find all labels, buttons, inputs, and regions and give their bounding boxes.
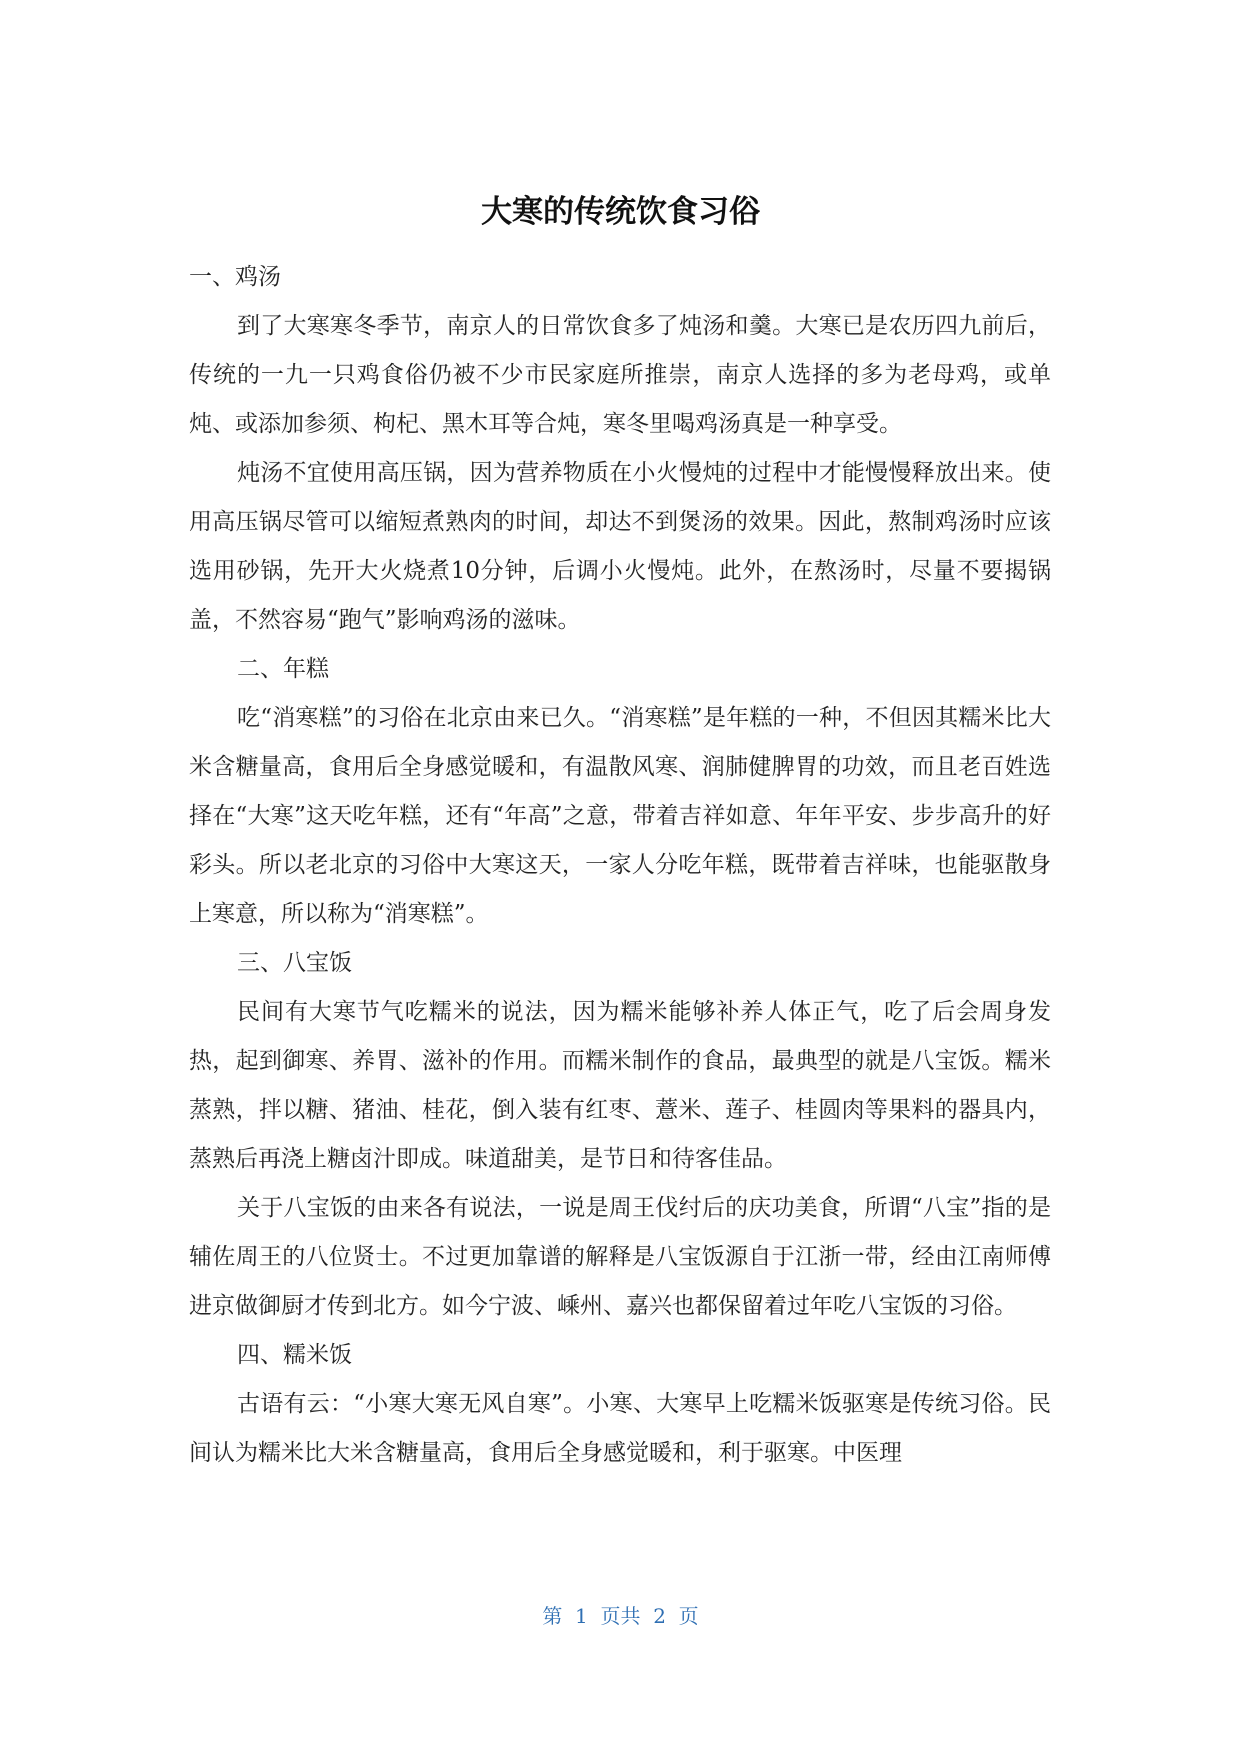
paragraph: 到了大寒寒冬季节，南京人的日常饮食多了炖汤和羹。大寒已是农历四九前后，传统的一九一只鸡食俗仍被不少市民家庭所推崇，南京人选择的多为老母鸡，或单炖、或添加参须、枸杞、黑木耳等合炖，寒冬里喝鸡汤真是一种享受。 [189,313,1051,437]
paragraph: 吃“消寒糕”的习俗在北京由来已久。“消寒糕”是年糕的一种，不但因其糯米比大米含糖量高，食用后全身感觉暖和，有温散风寒、润肺健脾胃的功效，而且老百姓选择在“大寒”这天吃年糕，还有“年高”之意，带着吉祥如意、年年平安、步步高升的好彩头。所以老北京的习俗中大寒这天，一家人分吃年糕，既带着吉祥味，也能驱散身上寒意，所以称为“消寒糕”。 [189,705,1051,927]
document-body [189,253,1051,1478]
paragraph: 民间有大寒节气吃糯米的说法，因为糯米能够补养人体正气，吃了后会周身发热，起到御寒、养胃、滋补的作用。而糯米制作的食品，最典型的就是八宝饭。糯米蒸熟，拌以糖、猪油、桂花，倒入装有红枣、薏米、莲子、桂圆肉等果料的器具内，蒸熟后再浇上糖卤汁即成。味道甜美，是节日和待客佳品。 [189,999,1051,1172]
section-heading-eight-treasure-rice: 三、八宝饭 [237,950,352,976]
page-number-footer: 第 1 页共 2 页 [542,1604,699,1628]
document-title: 大寒的传统饮食习俗 [481,194,760,230]
section-heading-glutinous-rice: 四、糯米饭 [237,1342,352,1368]
paragraph: 古语有云：“小寒大寒无风自寒”。小寒、大寒早上吃糯米饭驱寒是传统习俗。民间认为糯米比大米含糖量高，食用后全身感觉暖和，利于驱寒。中医理 [189,1391,1051,1466]
section-heading-chicken-soup: 一、鸡汤 [189,264,281,290]
paragraph: 关于八宝饭的由来各有说法，一说是周王伐纣后的庆功美食，所谓“八宝”指的是辅佐周王的八位贤士。不过更加靠谱的解释是八宝饭源自于江浙一带，经由江南师傅进京做御厨才传到北方。如今宁波、嵊州、嘉兴也都保留着过年吃八宝饭的习俗。 [189,1195,1051,1319]
section-heading-rice-cake: 二、年糕 [237,656,329,682]
paragraph: 炖汤不宜使用高压锅，因为营养物质在小火慢炖的过程中才能慢慢释放出来。使用高压锅尽管可以缩短煮熟肉的时间，却达不到煲汤的效果。因此，熬制鸡汤时应该选用砂锅，先开大火烧煮10分钟，后调小火慢炖。此外，在熬汤时，尽量不要揭锅盖，不然容易“跑气”影响鸡汤的滋味。 [189,460,1051,633]
